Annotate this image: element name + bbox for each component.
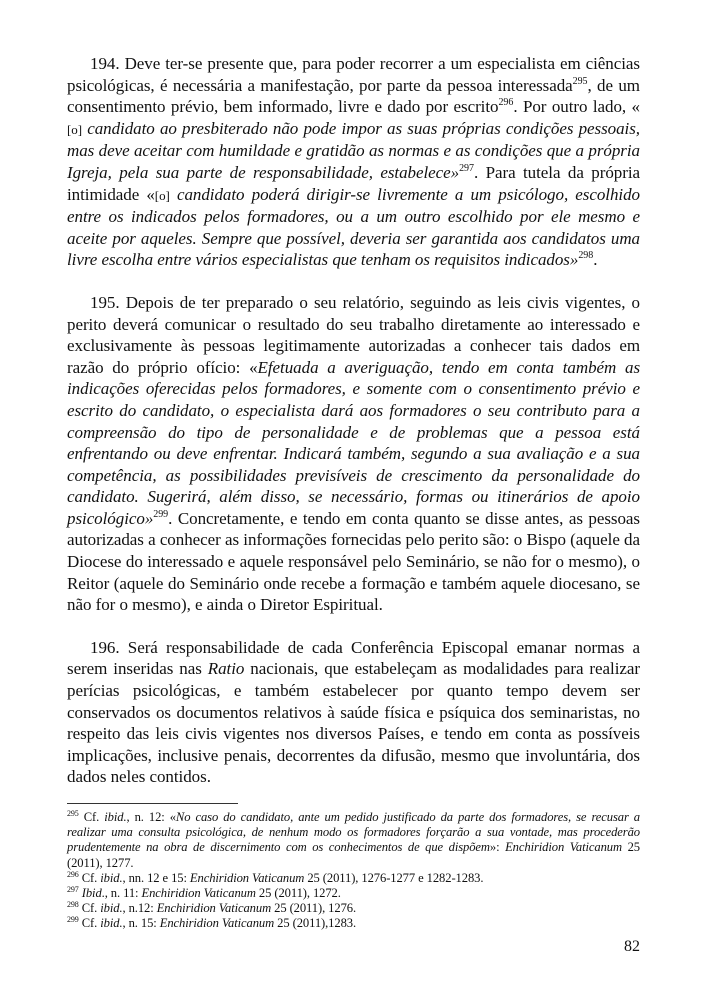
paragraph-number: 194. bbox=[90, 54, 120, 73]
paragraph-195: 195. Depois de ter preparado o seu relatório, seguindo as leis civis vigentes, o perito deverá comunicar o resultado do seu trabalho diretamente ao interessado e exclusivamente às pessoas legitimamente autorizadas a conhecer tais dados em razão do próprio ofício: «Efetuada a averiguação, tendo em conta também as indicações oferecidas pelos formadores, e somente com o consentimento prévio e escrito do candidato, o especialista dará aos formadores o seu contributo para a compreensão do tipo de personalidade e de problemas que a pessoa está enfrentando ou deve enfrentar. Indicará também, segundo a sua avaliação e a sua competência, as possibilidades previsíveis de crescimento da personalidade do candidato. Sugerirá, além disso, se necessário, formas ou itinerários de apoio psicológico»$^{299}$. Concretamente, e tendo em conta quanto se disse antes, as pessoas autorizadas a conhecer as informações fornecidas pelo perito são: o Bispo (aquele da Diocese do interessado e aquele responsável pelo Seminário, se não for o mesmo), o Reitor (aquele do Seminário onde recebe a formação e também aquele diocesano, se não for o mesmo), e ainda o Diretor Espiritual. bbox=[67, 292, 641, 615]
quotation: candidato poderá dirigir-se livremente a um psicólogo, escolhido entre os indicados pelos formadores, ou a um outro escolhido por ele mesmo e aceite por aqueles. Sempre que possível, deveria ser garantida aos candidatos uma livre escolha entre vários especialistas que tenham os requisitos indicados» bbox=[67, 184, 640, 270]
quotation: Efetuada a averiguação, tendo em conta também as indicações oferecidas pelos formadores, e somente com o consentimento prévio e escrito do candidato, o especialista dará aos formadores o seu contributo para a compreensão do tipo de personalidade e de problemas que a pessoa está enfrentando ou deve enfrentar. Indicará também, segundo a sua avaliação e a sua competência, as possibilidades previsíveis de crescimento da personalidade do candidato. Sugerirá, além disso, se necessário, formas ou itinerários de apoio psicológico» bbox=[67, 357, 641, 528]
footnote-297: $^{297}$ Ibid., n. 11: Enchiridion Vaticanum 25 (2011), 1272. bbox=[67, 885, 341, 901]
paragraph-number: 196. bbox=[90, 637, 120, 657]
footnote-295: $^{295}$ Cf. ibid., n. 12: «No caso do candidato, ante um pedido justificado da parte dos formadores, se recusar a realizar uma consulta psicológica, de nenhum modo os formadores forçarão a sua vontade, mas procederão prudentemente na obra de discernimento com os conhecimentos de que dispõem»: Enchiridion Vaticanum 25 (2011), 1277. bbox=[67, 809, 640, 870]
footnote-ref-298[interactable]: 298 bbox=[578, 250, 594, 262]
page-number: 82 bbox=[624, 938, 640, 955]
quotation: candidato ao presbiterado não pode impor as suas próprias condições pessoais, mas deve aceitar com humildade e gratidão as normas e as condições que a própria Igreja, pela sua parte de responsabilidade, estabelece» bbox=[67, 118, 640, 182]
footnote-ref-297[interactable]: 297 bbox=[459, 162, 474, 174]
paragraph-196: 196. Será responsabilidade de cada Conferência Episcopal emanar normas a serem inseridas nas Ratio nacionais, que estabeleçam as modalidades para realizar perícias psicológicas, e também estabelecer por quanto tempo devem ser conservados os documentos relativos à saúde física e psíquica dos seminaristas, no respeito das leis civis vigentes nos diversos Países, e tendo em conta as possíveis implicações, inclusive penais, decorrentes da difusão, mesmo que involuntária, dos dados neles contidos. bbox=[67, 637, 640, 787]
footnote-298: $^{298}$ Cf. ibid., n.12: Enchiridion Vaticanum 25 (2011), 1276. bbox=[67, 900, 357, 916]
paragraph-number: 195. bbox=[90, 292, 120, 312]
paragraph-194: 194. Deve ter-se presente que, para poder recorrer a um especialista em ciências psicológicas, é necessária a manifestação, por parte da pessoa interessada$^{295}$, de um consentimento prévio, bem informado, livre e dado por escrito$^{296}$. Por outro lado, « [o] candidato ao presbiterado não pode impor as suas próprias condições pessoais, mas deve aceitar com humildade e gratidão as normas e as condições que a própria Igreja, pela sua parte de responsabilidade, estabelece»$^{297}$. Para tutela da própria intimidade «[o] candidato poderá dirigir-se livremente a um psicólogo, escolhido entre os indicados pelos formadores, ou a um outro escolhido por ele mesmo e aceite por aqueles. Sempre que possível, deveria ser garantida aos candidatos uma livre escolha entre vários especialistas que tenham os requisitos indicados»$^{298}$. bbox=[67, 54, 641, 270]
page-body bbox=[67, 53, 640, 809]
footnote-ref-299[interactable]: 299 bbox=[153, 508, 169, 520]
footnote-ref-296[interactable]: 296 bbox=[498, 97, 514, 109]
footnote-299: $^{299}$ Cf. ibid., n. 15: Enchiridion Vaticanum 25 (2011),1283. bbox=[67, 915, 357, 931]
footnote-number: 295 bbox=[67, 809, 79, 818]
footnote-296: $^{296}$ Cf. ibid., nn. 12 e 15: Enchiridion Vaticanum 25 (2011), 1276-1277 e 1282-1283. bbox=[67, 869, 484, 885]
footnote-number: 298 bbox=[67, 900, 79, 910]
footnote-number: 297 bbox=[67, 885, 79, 895]
ratio-term: Ratio bbox=[207, 659, 245, 679]
footnote-number: 296 bbox=[67, 869, 79, 879]
footnote-separator bbox=[67, 803, 238, 804]
footnotes-section bbox=[67, 803, 640, 932]
footnote-ref-295[interactable]: 295 bbox=[572, 75, 588, 87]
footnote-number: 299 bbox=[67, 915, 79, 925]
